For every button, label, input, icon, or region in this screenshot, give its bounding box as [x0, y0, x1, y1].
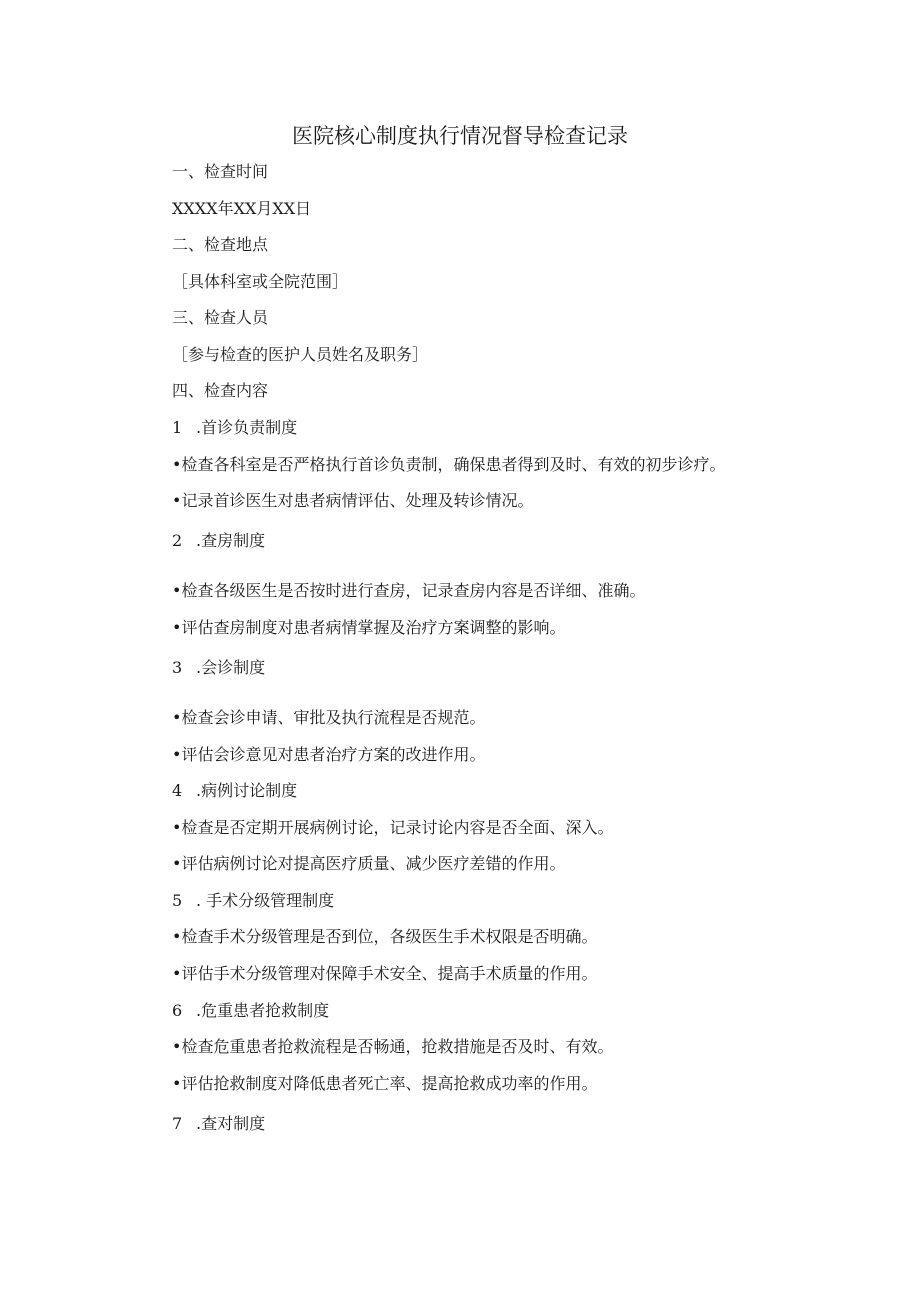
item-title: . 手术分级管理制度 [196, 891, 335, 910]
item-2-bullet-2: •评估查房制度对患者病情掌握及治疗方案调整的影响。 [172, 618, 566, 637]
place-value: ［具体科室或全院范围］ [172, 272, 349, 291]
item-3-title [172, 658, 265, 678]
item-number: 2 [172, 531, 183, 550]
item-4-bullet-1: •检查是否定期开展病例讨论，记录讨论内容是否全面、深入。 [172, 818, 614, 837]
item-number: 6 [172, 1001, 183, 1020]
item-5-bullet-1: •检查手术分级管理是否到位，各级医生手术权限是否明确。 [172, 927, 598, 946]
item-6-bullet-1: •检查危重患者抢救流程是否畅通，抢救措施是否及时、有效。 [172, 1037, 614, 1056]
staff-value: ［参与检查的医护人员姓名及职务］ [172, 345, 429, 364]
time-heading: 一、检查时间 [172, 162, 269, 181]
item-1-bullet-2: •记录首诊医生对患者病情评估、处理及转诊情况。 [172, 491, 534, 510]
item-2-bullet-1: •检查各级医生是否按时进行查房，记录查房内容是否详细、准确。 [172, 581, 646, 600]
document-title: 医院核心制度执行情况督导检查记录 [292, 124, 628, 148]
item-1-title [172, 418, 297, 438]
item-5-title [172, 891, 334, 911]
item-4-title [172, 781, 297, 801]
time-value: XXXX年XX月XX日 [172, 199, 312, 218]
place-heading: 二、检查地点 [172, 235, 269, 254]
content-heading: 四、检查内容 [172, 381, 269, 400]
item-6-title [172, 1001, 329, 1021]
item-7-title [172, 1114, 265, 1134]
item-title: .首诊负责制度 [196, 418, 298, 437]
item-number: 7 [172, 1114, 183, 1133]
item-6-bullet-2: •评估抢救制度对降低患者死亡率、提高抢救成功率的作用。 [172, 1074, 598, 1093]
item-4-bullet-2: •评估病例讨论对提高医疗质量、减少医疗差错的作用。 [172, 854, 566, 873]
item-number: 5 [172, 891, 183, 910]
item-number: 3 [172, 658, 183, 677]
item-title: .病例讨论制度 [196, 781, 298, 800]
item-title: .查房制度 [196, 531, 266, 550]
item-title: .查对制度 [196, 1114, 266, 1133]
item-title: .危重患者抢救制度 [196, 1001, 330, 1020]
item-number: 1 [172, 418, 183, 437]
item-1-bullet-1: •检查各科室是否严格执行首诊负责制，确保患者得到及时、有效的初步诊疗。 [172, 455, 726, 474]
item-2-title [172, 531, 265, 551]
item-number: 4 [172, 781, 183, 800]
item-3-bullet-2: •评估会诊意见对患者治疗方案的改进作用。 [172, 745, 486, 764]
item-3-bullet-1: •检查会诊申请、审批及执行流程是否规范。 [172, 708, 486, 727]
staff-heading: 三、检查人员 [172, 308, 269, 327]
item-5-bullet-2: •评估手术分级管理对保障手术安全、提高手术质量的作用。 [172, 964, 598, 983]
item-title: .会诊制度 [196, 658, 266, 677]
